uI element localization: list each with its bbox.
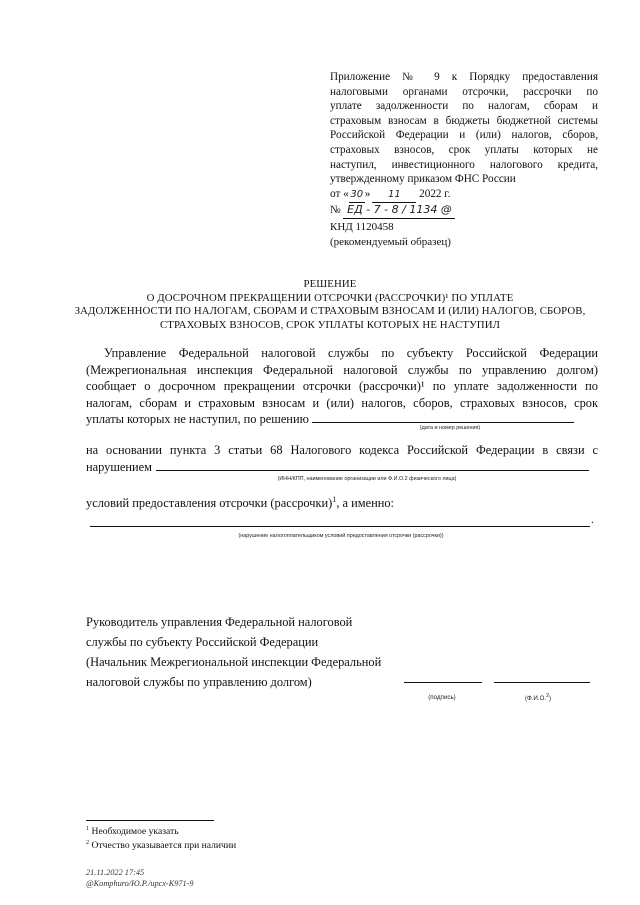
signature-title-line: службы по субъекту Российской Федерации [86, 635, 319, 649]
order-date-day: 30 [349, 188, 365, 204]
signature-title-line: Руководитель управления Федеральной налоговой [86, 615, 353, 629]
paragraph-line: Управление Федеральной налоговой службы по субъекту Российской Федерации [104, 346, 598, 360]
title-line: РЕШЕНИЕ [303, 278, 357, 290]
paragraph-line: налогам, сборам и страховым взносам и (или) налогов, сборов, страховых взносов, срок [86, 395, 598, 410]
print-stamp: 21.11.2022 17:45 @Komphuro/Ю.Р./ирсх-К971-9 [86, 868, 194, 888]
signature-title-line: налоговой службы по управлению долгом) [86, 675, 312, 689]
caption-violation: (нарушение налогоплательщиком условий предоставления отсрочки (рассрочки)) [238, 533, 444, 539]
title-line: СТРАХОВЫХ ВЗНОСОВ, СРОК УПЛАТЫ КОТОРЫХ НЕ НАСТУПИЛ [159, 318, 501, 331]
basis-paragraph [86, 442, 598, 475]
order-number-value: ЕД - 7 - 8 / 1134 @ [343, 203, 455, 219]
decision-blank[interactable] [312, 422, 574, 423]
appendix-line: налоговыми органами отсрочки, рассрочки по [330, 85, 598, 98]
violator-blank[interactable] [156, 470, 589, 471]
appendix-line: страховых взносов, срок уплаты которых не [330, 143, 598, 156]
signature-blank[interactable] [404, 682, 482, 683]
paragraph-line: сообщает о досрочном прекращении отсрочки (рассрочки)¹ по уплате задолженности по [86, 379, 598, 393]
appendix-line: Российской Федерации и (или) налогов, сборов, [330, 129, 598, 142]
appendix-line: наступил, инвестиционного налогового кредита, [330, 158, 598, 171]
title-line: ЗАДОЛЖЕННОСТИ ПО НАЛОГАМ, СБОРАМ И СТРАХОВЫМ ВЗНОСАМ И (ИЛИ) НАЛОГОВ, СБОРОВ, [74, 305, 586, 317]
caption-fio: (Ф.И.О.$^2$) [524, 693, 552, 703]
signature-block [86, 612, 381, 692]
paragraph-line-last: уплаты которых не наступил, по решению [86, 411, 598, 428]
violation-blank-end: . [591, 512, 594, 526]
caption-decision: (дата и номер решения) [419, 425, 481, 431]
footnote-2: $^2$ Отчество указывается при наличии [86, 839, 237, 852]
paragraph-line: (Межрегиональная инспекция Федеральной налоговой службы по управлению долгом) [86, 362, 598, 377]
violation-blank[interactable] [90, 526, 590, 527]
order-number: № ЕД - 7 - 8 / 1134 @ [330, 203, 598, 219]
title-line: О ДОСРОЧНОМ ПРЕКРАЩЕНИИ ОТСРОЧКИ (РАССРОЧКИ)¹ ПО УПЛАТЕ [146, 291, 514, 304]
fio-blank[interactable] [494, 682, 590, 683]
footnote-divider [86, 820, 214, 821]
appendix-header [330, 70, 598, 219]
paragraph-line: нарушением [86, 459, 598, 476]
paragraph-line: на основании пункта 3 статьи 68 Налогового кодекса Российской Федерации в связи с [86, 443, 598, 457]
appendix-last-line: утвержденному приказом ФНС России [330, 173, 516, 186]
caption-signature: (подпись) [428, 694, 456, 701]
caption-violator: (ИНН/КПП, наименование организации или Ф.И.О.2 физического лица) [277, 476, 457, 482]
order-date-year: 2022 г. [419, 187, 451, 200]
signature-title-line: (Начальник Межрегиональной инспекции Федеральной [86, 655, 382, 669]
footnote-1: $^1$ Необходимое указать [86, 825, 179, 838]
appendix-line: уплате задолженности по налогам, сборам и [330, 100, 598, 113]
knd-note: (рекомендуемый образец) [330, 235, 451, 248]
main-paragraph [86, 345, 598, 428]
appendix-line: Приложение № 9 к Порядку предоставления [330, 71, 598, 83]
knd-block [330, 220, 451, 249]
appendix-line: страховым взносам в бюджеты бюджетной системы [330, 114, 598, 127]
document-title [60, 278, 600, 332]
order-date: от « 30 » 11 2022 г. [330, 187, 598, 204]
knd-code: КНД 1120458 [330, 221, 394, 233]
order-date-month: 11 [372, 188, 416, 204]
conditions-line: условий предоставления отсрочки (рассрочки)$^1$, а именно: [86, 495, 394, 511]
